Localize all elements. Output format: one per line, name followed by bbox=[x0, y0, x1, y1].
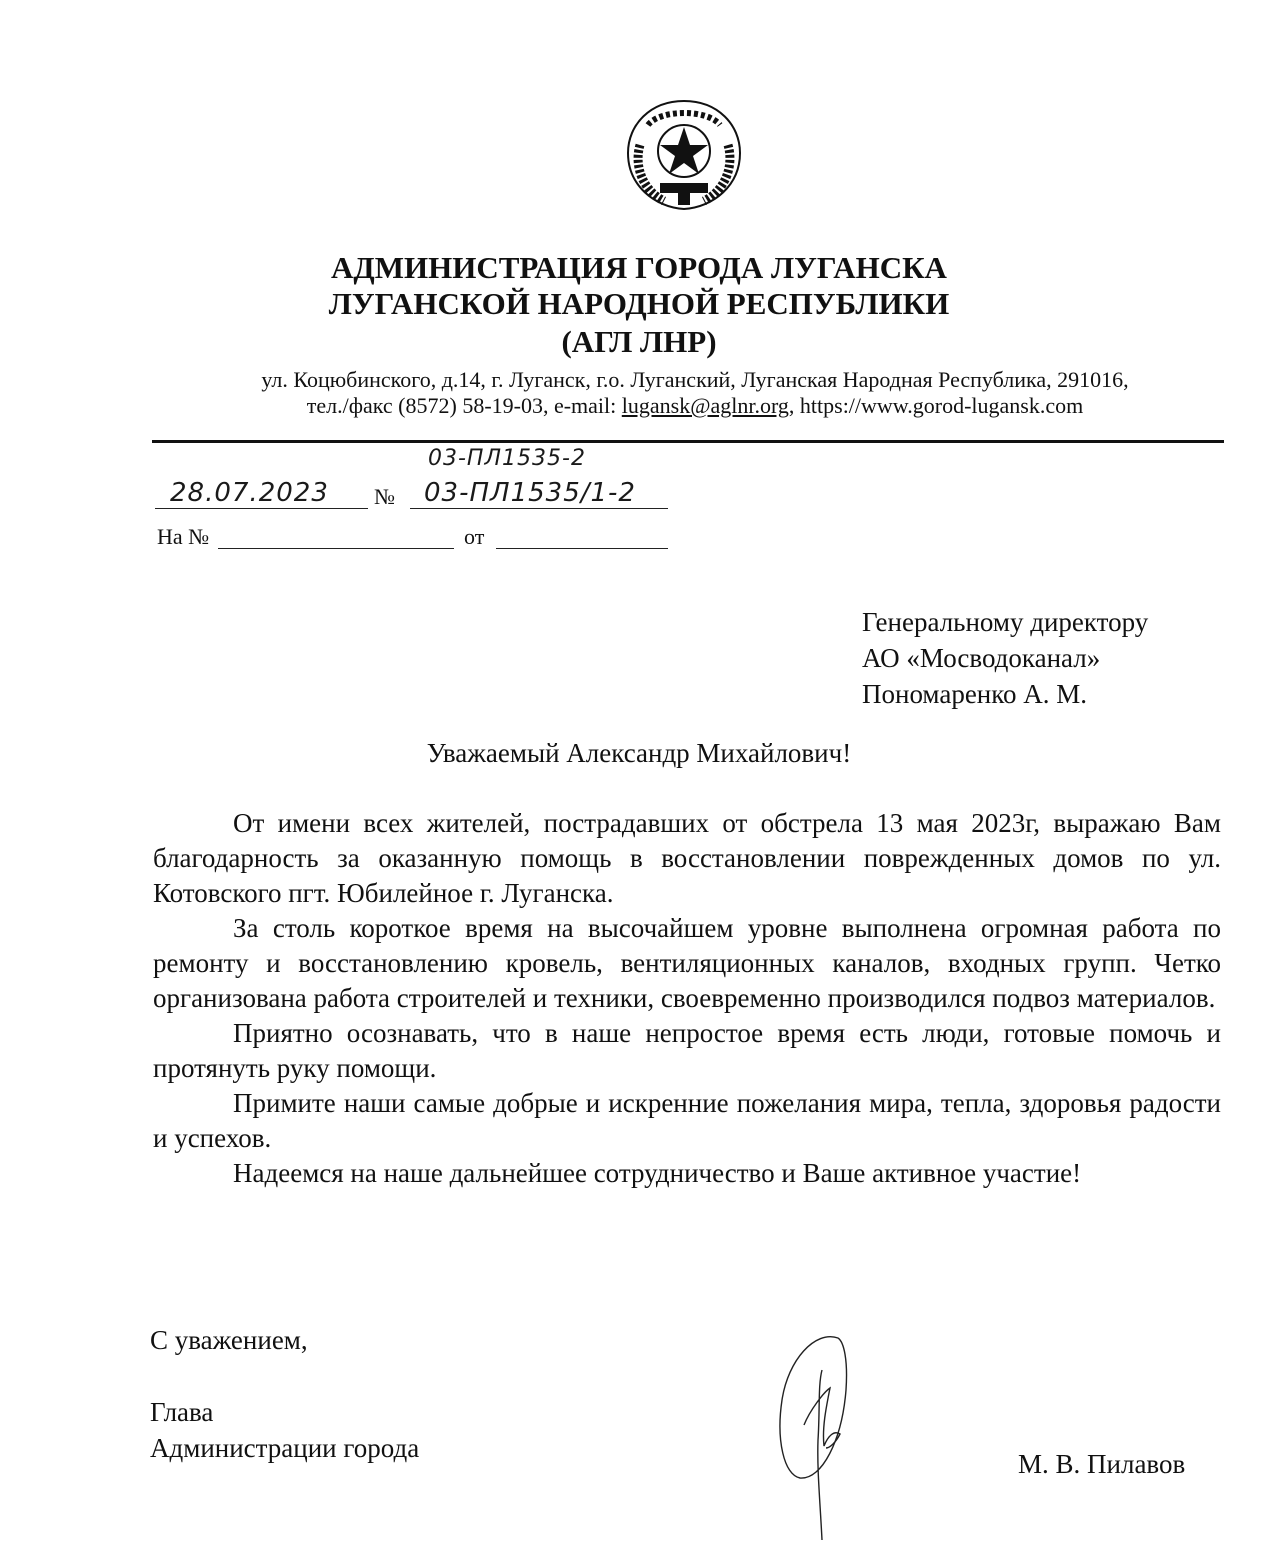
signatory-position-line2: Администрации города bbox=[150, 1433, 420, 1463]
signatory-position-line1: Глава bbox=[150, 1397, 214, 1427]
outgoing-number: 03-ПЛ1535/1-2 bbox=[424, 478, 636, 508]
addressee-name: Пономаренко А. М. bbox=[862, 679, 1088, 709]
number-underline bbox=[410, 508, 668, 509]
date-underline bbox=[155, 508, 368, 509]
contact-line bbox=[150, 392, 1240, 420]
address-line: ул. Коцюбинского, д.14, г. Луганск, г.о. Луганский, Луганская Народная Республика, 291016, bbox=[261, 367, 1129, 392]
number-label: № bbox=[374, 484, 395, 509]
website: , https://www.gorod-lugansk.com bbox=[788, 393, 1084, 418]
reference-date-field bbox=[496, 548, 668, 549]
body-paragraph-3: Приятно осознавать, что в наше непростое время есть люди, готовые помочь и протянуть руку помощи. bbox=[153, 1018, 1221, 1083]
addressee-position: Генеральному директору bbox=[862, 607, 1149, 637]
reference-number-field bbox=[218, 548, 454, 549]
outgoing-date: 28.07.2023 bbox=[170, 478, 329, 508]
addressee-company: АО «Мосводоканал» bbox=[862, 643, 1101, 673]
reference-number-label: На № bbox=[157, 524, 210, 549]
organization-abbreviation: (АГЛ ЛНР) bbox=[561, 324, 717, 359]
outgoing-number-correction: 03-ПЛ1535-2 bbox=[428, 446, 586, 471]
state-emblem-icon bbox=[620, 95, 748, 215]
letterhead-divider bbox=[152, 440, 1224, 443]
body-paragraph-1: От имени всех жителей, пострадавших от обстрела 13 мая 2023г, выражаю Вам благодарность за оказанную помощь в восстановлении поврежденных домов по ул. Котовского пгт. Юбилейное г. Луганска. bbox=[153, 808, 1221, 908]
salutation: Уважаемый Александр Михайлович! bbox=[426, 738, 852, 768]
organization-name-line1: АДМИНИСТРАЦИЯ ГОРОДА ЛУГАНСКА bbox=[331, 250, 947, 285]
body-paragraph-4: Примите наши самые добрые и искренние пожелания мира, тепла, здоровья радости и успехов. bbox=[153, 1088, 1221, 1153]
phone-fax: тел./факс (8572) 58-19-03, e-mail: bbox=[306, 393, 622, 418]
body-paragraph-2: За столь короткое время на высочайшем уровне выполнена огромная работа по ремонту и восстановлению кровель, вентиляционных каналов, входных групп. Четко организована работа строителей и техники, своевременно производился подвоз материалов. bbox=[153, 913, 1221, 1013]
handwritten-signature bbox=[760, 1330, 880, 1545]
reference-date-label: от bbox=[464, 524, 485, 549]
organization-name-line2: ЛУГАНСКОЙ НАРОДНОЙ РЕСПУБЛИКИ bbox=[328, 286, 950, 321]
signatory-name: М. В. Пилавов bbox=[1018, 1449, 1186, 1479]
letter-body bbox=[153, 806, 1221, 1191]
body-paragraph-5: Надеемся на наше дальнейшее сотрудничество и Ваше активное участие! bbox=[233, 1158, 1082, 1188]
email-link[interactable]: lugansk@aglnr.org bbox=[621, 393, 789, 418]
closing-regards: С уважением, bbox=[150, 1325, 308, 1355]
